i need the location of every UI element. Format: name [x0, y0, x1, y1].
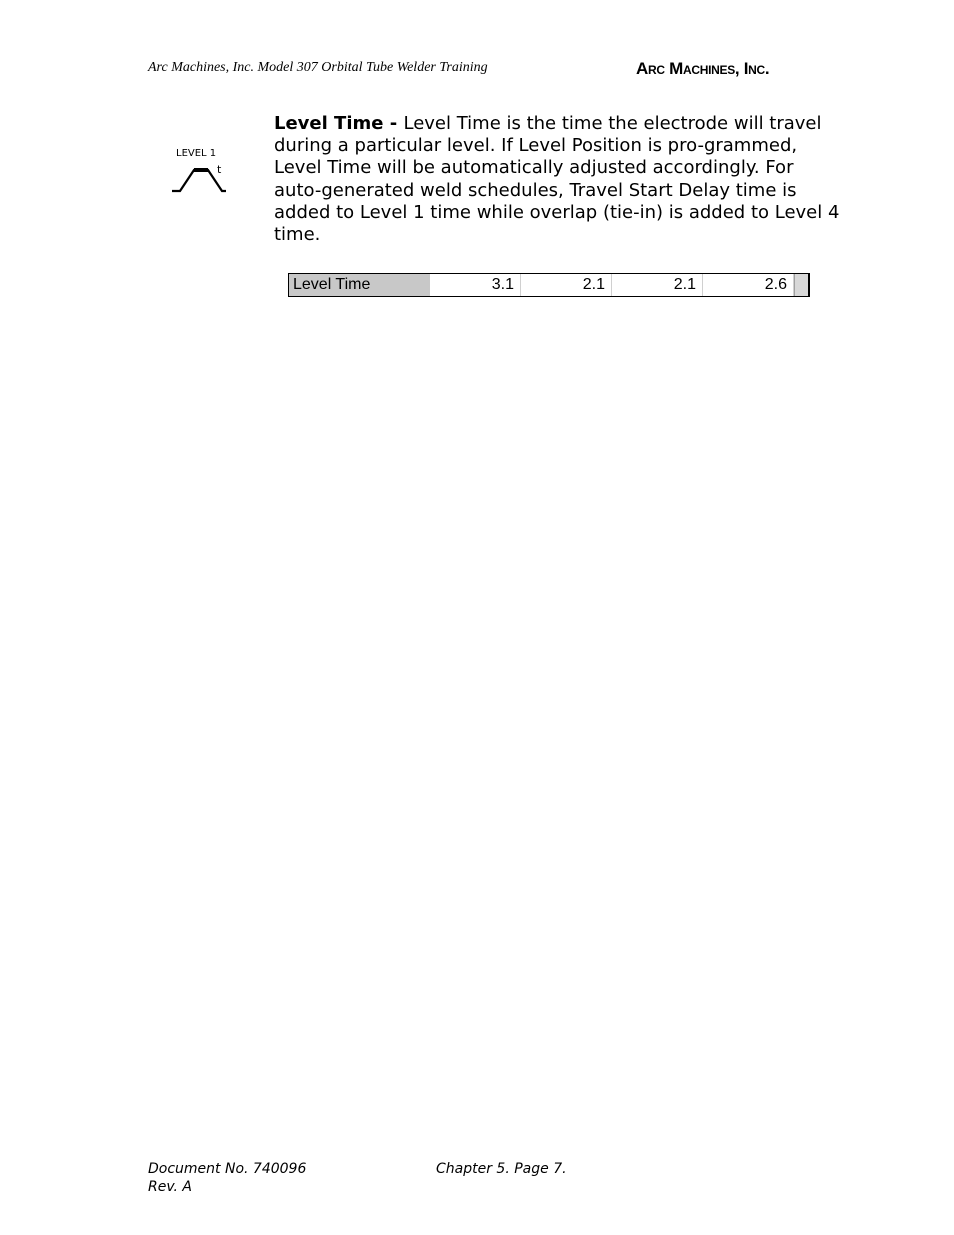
document-revision: Rev. A [148, 1179, 192, 1195]
document-number: Document No. 740096 [148, 1161, 307, 1177]
page-header-title: Arc Machines, Inc. Model 307 Orbital Tube Welder Training [148, 60, 488, 75]
footer-page-number: Chapter 5. Page 7. [436, 1161, 567, 1177]
footer-document-info [148, 1160, 306, 1196]
icon-time-label: t [217, 163, 222, 176]
section-text: Level Time is the time the electrode will travel during a particular level. If Level Position is pro-grammed, Level Time will be automatically adjusted accordingly. For auto-generated weld schedules, Travel Start Delay time is added to Level 1 time while overlap (tie-in) is added to Level 4 time. [274, 113, 840, 246]
icon-level-label: LEVEL 1 [176, 148, 217, 159]
section-lead: Level Time - [274, 113, 404, 134]
brand-logo: Arc Machines, Inc. [636, 59, 770, 78]
level-3-time-cell[interactable]: 2.1 [612, 274, 703, 296]
level-ramp-icon [170, 146, 230, 198]
row-label: Level Time [289, 274, 430, 296]
level-time-row [288, 273, 810, 297]
level-2-time-cell[interactable]: 2.1 [521, 274, 612, 296]
level-time-description [274, 113, 840, 246]
level-1-time-cell[interactable]: 3.1 [430, 274, 521, 296]
level-4-time-cell[interactable]: 2.6 [703, 274, 794, 296]
row-scrollbar[interactable] [794, 274, 808, 296]
ramp-shape [170, 160, 230, 196]
